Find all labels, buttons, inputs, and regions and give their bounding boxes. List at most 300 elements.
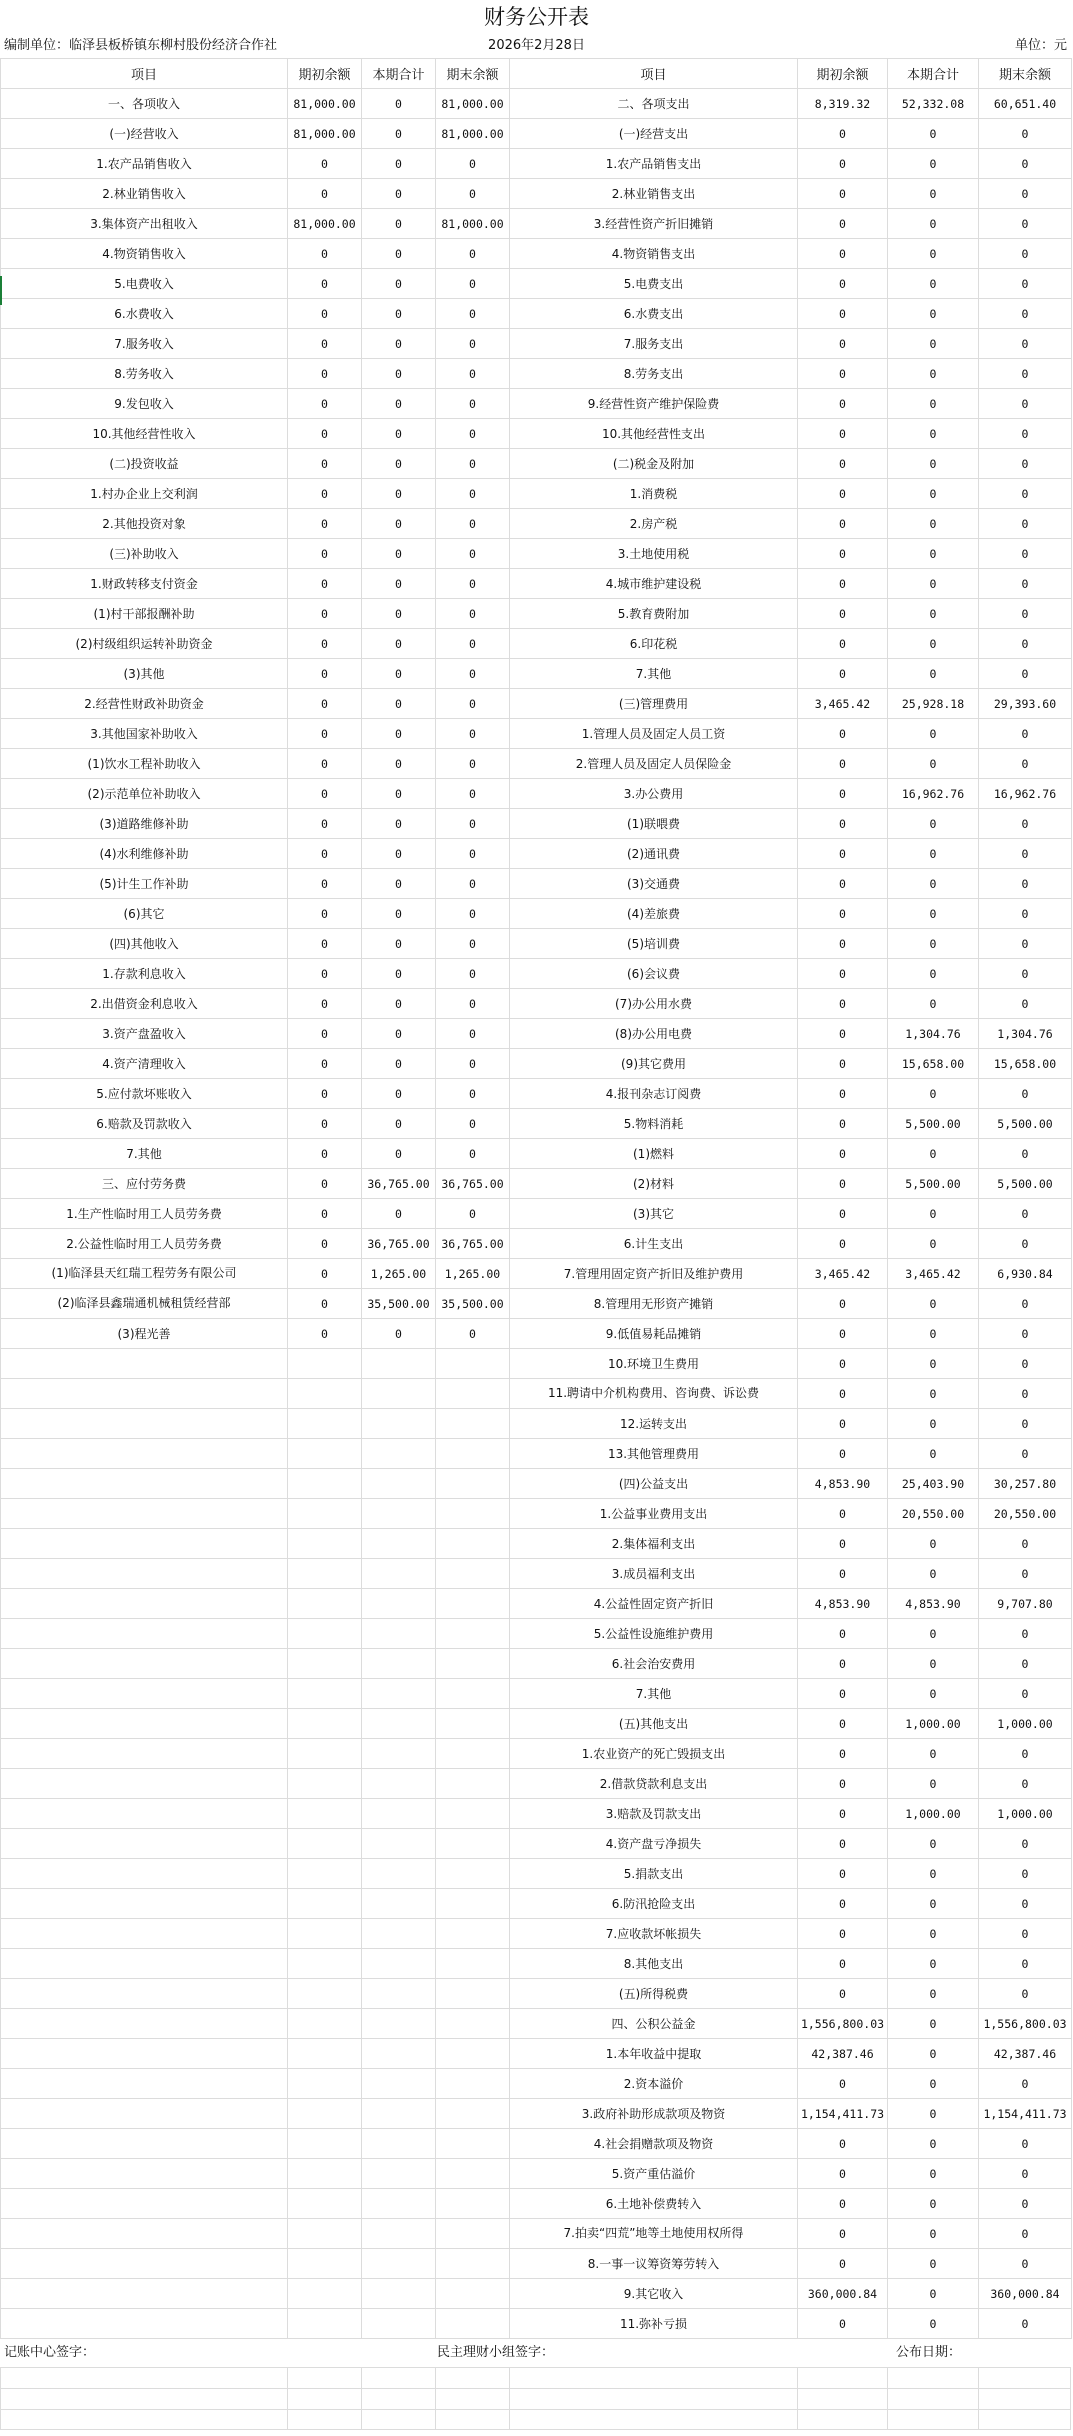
amount-cell[interactable]: 0 — [362, 299, 436, 329]
amount-cell[interactable]: 0 — [979, 1889, 1072, 1919]
amount-cell[interactable]: 0 — [288, 359, 362, 389]
column-header[interactable]: 期初余额 — [798, 59, 888, 89]
item-cell[interactable]: 8.其他支出 — [510, 1949, 798, 1979]
amount-cell[interactable]: 0 — [888, 419, 979, 449]
amount-cell[interactable]: 0 — [888, 1949, 979, 1979]
item-cell[interactable]: (四)其他收入 — [1, 929, 288, 959]
amount-cell[interactable]: 0 — [888, 1649, 979, 1679]
item-cell[interactable] — [1, 1769, 288, 1799]
amount-cell[interactable] — [436, 2099, 510, 2129]
amount-cell[interactable]: 0 — [288, 1169, 362, 1199]
amount-cell[interactable] — [436, 1979, 510, 2009]
amount-cell[interactable] — [362, 1709, 436, 1739]
amount-cell[interactable]: 0 — [362, 269, 436, 299]
item-cell[interactable]: 7.服务支出 — [510, 329, 798, 359]
item-cell[interactable]: 8.一事一议筹资筹劳转入 — [510, 2249, 798, 2279]
amount-cell[interactable] — [362, 2309, 436, 2339]
item-cell[interactable]: 12.运转支出 — [510, 1409, 798, 1439]
amount-cell[interactable]: 0 — [436, 1109, 510, 1139]
amount-cell[interactable]: 81,000.00 — [288, 209, 362, 239]
amount-cell[interactable]: 0 — [888, 2309, 979, 2339]
amount-cell[interactable]: 0 — [798, 329, 888, 359]
amount-cell[interactable] — [436, 2129, 510, 2159]
amount-cell[interactable] — [362, 1379, 436, 1409]
amount-cell[interactable]: 0 — [888, 1529, 979, 1559]
amount-cell[interactable]: 0 — [288, 929, 362, 959]
item-cell[interactable]: 2.房产税 — [510, 509, 798, 539]
amount-cell[interactable]: 20,550.00 — [888, 1499, 979, 1529]
amount-cell[interactable]: 16,962.76 — [888, 779, 979, 809]
amount-cell[interactable]: 0 — [888, 659, 979, 689]
amount-cell[interactable] — [288, 1799, 362, 1829]
amount-cell[interactable] — [288, 2219, 362, 2249]
amount-cell[interactable]: 0 — [798, 1379, 888, 1409]
item-cell[interactable]: 5.电费支出 — [510, 269, 798, 299]
item-cell[interactable]: 1.财政转移支付资金 — [1, 569, 288, 599]
amount-cell[interactable]: 81,000.00 — [436, 119, 510, 149]
amount-cell[interactable]: 0 — [798, 539, 888, 569]
amount-cell[interactable]: 0 — [798, 1319, 888, 1349]
amount-cell[interactable]: 0 — [798, 1019, 888, 1049]
amount-cell[interactable]: 0 — [288, 449, 362, 479]
item-cell[interactable]: (6)会议费 — [510, 959, 798, 989]
amount-cell[interactable]: 0 — [288, 269, 362, 299]
amount-cell[interactable] — [362, 2159, 436, 2189]
item-cell[interactable]: 4.物资销售收入 — [1, 239, 288, 269]
amount-cell[interactable]: 3,465.42 — [798, 1259, 888, 1289]
amount-cell[interactable]: 0 — [798, 719, 888, 749]
amount-cell[interactable]: 0 — [362, 359, 436, 389]
column-header[interactable]: 期初余额 — [288, 59, 362, 89]
amount-cell[interactable] — [288, 1949, 362, 1979]
amount-cell[interactable]: 0 — [798, 1709, 888, 1739]
amount-cell[interactable]: 0 — [436, 1019, 510, 1049]
item-cell[interactable]: 10.其他经营性支出 — [510, 419, 798, 449]
amount-cell[interactable]: 0 — [888, 239, 979, 269]
amount-cell[interactable]: 0 — [888, 1409, 979, 1439]
item-cell[interactable]: 4.公益性固定资产折旧 — [510, 1589, 798, 1619]
item-cell[interactable] — [1, 2249, 288, 2279]
amount-cell[interactable]: 0 — [798, 1289, 888, 1319]
amount-cell[interactable]: 0 — [798, 509, 888, 539]
amount-cell[interactable]: 0 — [362, 959, 436, 989]
amount-cell[interactable]: 5,500.00 — [888, 1109, 979, 1139]
amount-cell[interactable]: 0 — [798, 779, 888, 809]
amount-cell[interactable]: 0 — [798, 1199, 888, 1229]
item-cell[interactable] — [1, 1469, 288, 1499]
amount-cell[interactable]: 0 — [362, 1049, 436, 1079]
amount-cell[interactable]: 0 — [979, 1409, 1072, 1439]
amount-cell[interactable]: 0 — [888, 959, 979, 989]
amount-cell[interactable]: 0 — [888, 1889, 979, 1919]
amount-cell[interactable]: 0 — [979, 299, 1072, 329]
amount-cell[interactable]: 0 — [362, 539, 436, 569]
amount-cell[interactable] — [288, 1739, 362, 1769]
amount-cell[interactable] — [362, 2189, 436, 2219]
amount-cell[interactable]: 0 — [288, 1049, 362, 1079]
amount-cell[interactable]: 0 — [979, 509, 1072, 539]
amount-cell[interactable]: 0 — [888, 509, 979, 539]
amount-cell[interactable]: 0 — [979, 989, 1072, 1019]
amount-cell[interactable]: 1,000.00 — [888, 1709, 979, 1739]
amount-cell[interactable]: 0 — [362, 239, 436, 269]
amount-cell[interactable]: 0 — [798, 1079, 888, 1109]
amount-cell[interactable] — [362, 1859, 436, 1889]
column-header[interactable]: 本期合计 — [362, 59, 436, 89]
item-cell[interactable]: 三、应付劳务费 — [1, 1169, 288, 1199]
item-cell[interactable]: 9.低值易耗品摊销 — [510, 1319, 798, 1349]
amount-cell[interactable]: 0 — [288, 689, 362, 719]
amount-cell[interactable]: 0 — [362, 149, 436, 179]
item-cell[interactable]: (四)公益支出 — [510, 1469, 798, 1499]
amount-cell[interactable]: 0 — [798, 749, 888, 779]
item-cell[interactable]: 5.应付款坏账收入 — [1, 1079, 288, 1109]
item-cell[interactable]: 3.经营性资产折旧摊销 — [510, 209, 798, 239]
item-cell[interactable]: 2.林业销售收入 — [1, 179, 288, 209]
amount-cell[interactable] — [436, 1859, 510, 1889]
item-cell[interactable]: 1.农业资产的死亡毁损支出 — [510, 1739, 798, 1769]
amount-cell[interactable]: 0 — [979, 629, 1072, 659]
amount-cell[interactable] — [362, 1949, 436, 1979]
item-cell[interactable]: 2.借款贷款利息支出 — [510, 1769, 798, 1799]
amount-cell[interactable]: 0 — [798, 1889, 888, 1919]
amount-cell[interactable]: 0 — [888, 1349, 979, 1379]
amount-cell[interactable]: 0 — [798, 389, 888, 419]
amount-cell[interactable]: 0 — [436, 569, 510, 599]
item-cell[interactable]: 1.村办企业上交利润 — [1, 479, 288, 509]
amount-cell[interactable]: 0 — [798, 479, 888, 509]
amount-cell[interactable]: 0 — [888, 2099, 979, 2129]
item-cell[interactable]: 11.聘请中介机构费用、咨询费、诉讼费 — [510, 1379, 798, 1409]
amount-cell[interactable]: 1,265.00 — [436, 1259, 510, 1289]
amount-cell[interactable]: 0 — [888, 149, 979, 179]
amount-cell[interactable]: 0 — [888, 1079, 979, 1109]
item-cell[interactable]: (3)程光善 — [1, 1319, 288, 1349]
amount-cell[interactable]: 0 — [288, 1259, 362, 1289]
amount-cell[interactable]: 0 — [798, 1619, 888, 1649]
amount-cell[interactable]: 0 — [888, 209, 979, 239]
amount-cell[interactable] — [436, 1529, 510, 1559]
amount-cell[interactable]: 0 — [798, 359, 888, 389]
amount-cell[interactable]: 1,000.00 — [979, 1709, 1072, 1739]
amount-cell[interactable]: 0 — [979, 209, 1072, 239]
amount-cell[interactable]: 0 — [979, 929, 1072, 959]
item-cell[interactable]: 1.农产品销售支出 — [510, 149, 798, 179]
amount-cell[interactable]: 0 — [888, 1319, 979, 1349]
amount-cell[interactable]: 25,928.18 — [888, 689, 979, 719]
amount-cell[interactable]: 0 — [288, 1199, 362, 1229]
amount-cell[interactable]: 0 — [888, 1139, 979, 1169]
item-cell[interactable] — [1, 1889, 288, 1919]
item-cell[interactable]: (2)通讯费 — [510, 839, 798, 869]
item-cell[interactable] — [1, 1799, 288, 1829]
amount-cell[interactable] — [288, 2159, 362, 2189]
amount-cell[interactable] — [362, 1619, 436, 1649]
amount-cell[interactable] — [288, 2249, 362, 2279]
amount-cell[interactable]: 0 — [888, 599, 979, 629]
amount-cell[interactable]: 0 — [979, 1319, 1072, 1349]
amount-cell[interactable]: 0 — [798, 269, 888, 299]
amount-cell[interactable]: 81,000.00 — [288, 119, 362, 149]
amount-cell[interactable] — [288, 2039, 362, 2069]
item-cell[interactable]: 1.存款利息收入 — [1, 959, 288, 989]
amount-cell[interactable]: 0 — [798, 1799, 888, 1829]
item-cell[interactable]: 9.其它收入 — [510, 2279, 798, 2309]
amount-cell[interactable]: 0 — [888, 2039, 979, 2069]
amount-cell[interactable]: 0 — [798, 1349, 888, 1379]
amount-cell[interactable]: 0 — [888, 269, 979, 299]
amount-cell[interactable]: 0 — [888, 1979, 979, 2009]
amount-cell[interactable] — [362, 1589, 436, 1619]
item-cell[interactable] — [1, 2309, 288, 2339]
amount-cell[interactable]: 0 — [979, 2249, 1072, 2279]
item-cell[interactable]: 7.应收款坏帐损失 — [510, 1919, 798, 1949]
amount-cell[interactable]: 0 — [979, 869, 1072, 899]
amount-cell[interactable] — [288, 1439, 362, 1469]
amount-cell[interactable] — [436, 1949, 510, 1979]
amount-cell[interactable] — [288, 2279, 362, 2309]
amount-cell[interactable]: 0 — [798, 419, 888, 449]
item-cell[interactable]: 2.经营性财政补助资金 — [1, 689, 288, 719]
amount-cell[interactable]: 0 — [888, 2069, 979, 2099]
amount-cell[interactable]: 0 — [288, 299, 362, 329]
amount-cell[interactable]: 0 — [436, 269, 510, 299]
item-cell[interactable]: 2.资本溢价 — [510, 2069, 798, 2099]
amount-cell[interactable]: 0 — [888, 899, 979, 929]
amount-cell[interactable]: 0 — [362, 509, 436, 539]
amount-cell[interactable] — [288, 1469, 362, 1499]
amount-cell[interactable]: 0 — [798, 149, 888, 179]
amount-cell[interactable]: 0 — [979, 1619, 1072, 1649]
amount-cell[interactable]: 4,853.90 — [888, 1589, 979, 1619]
amount-cell[interactable]: 0 — [362, 779, 436, 809]
item-cell[interactable]: (二)税金及附加 — [510, 449, 798, 479]
amount-cell[interactable]: 0 — [436, 149, 510, 179]
amount-cell[interactable] — [436, 1709, 510, 1739]
amount-cell[interactable]: 0 — [288, 719, 362, 749]
amount-cell[interactable] — [436, 2039, 510, 2069]
amount-cell[interactable]: 0 — [888, 2159, 979, 2189]
amount-cell[interactable] — [362, 2249, 436, 2279]
item-cell[interactable]: 3.办公费用 — [510, 779, 798, 809]
item-cell[interactable]: 一、各项收入 — [1, 89, 288, 119]
amount-cell[interactable]: 0 — [979, 569, 1072, 599]
amount-cell[interactable]: 0 — [979, 1529, 1072, 1559]
amount-cell[interactable]: 0 — [979, 329, 1072, 359]
amount-cell[interactable]: 0 — [436, 1199, 510, 1229]
amount-cell[interactable]: 0 — [288, 629, 362, 659]
item-cell[interactable]: 6.水费收入 — [1, 299, 288, 329]
item-cell[interactable]: 2.集体福利支出 — [510, 1529, 798, 1559]
amount-cell[interactable]: 0 — [362, 419, 436, 449]
amount-cell[interactable]: 0 — [798, 1409, 888, 1439]
amount-cell[interactable]: 0 — [798, 239, 888, 269]
amount-cell[interactable]: 0 — [288, 1019, 362, 1049]
item-cell[interactable]: (1)联喂费 — [510, 809, 798, 839]
amount-cell[interactable]: 0 — [798, 209, 888, 239]
amount-cell[interactable]: 0 — [888, 1739, 979, 1769]
item-cell[interactable]: 8.劳务收入 — [1, 359, 288, 389]
amount-cell[interactable]: 0 — [436, 299, 510, 329]
item-cell[interactable]: (3)其它 — [510, 1199, 798, 1229]
amount-cell[interactable]: 81,000.00 — [288, 89, 362, 119]
item-cell[interactable]: 10.其他经营性收入 — [1, 419, 288, 449]
amount-cell[interactable] — [436, 2069, 510, 2099]
amount-cell[interactable]: 0 — [362, 479, 436, 509]
item-cell[interactable]: 5.捐款支出 — [510, 1859, 798, 1889]
item-cell[interactable]: (2)材料 — [510, 1169, 798, 1199]
amount-cell[interactable]: 0 — [798, 1529, 888, 1559]
amount-cell[interactable] — [436, 1829, 510, 1859]
item-cell[interactable]: 11.弥补亏损 — [510, 2309, 798, 2339]
amount-cell[interactable]: 0 — [362, 869, 436, 899]
amount-cell[interactable] — [288, 1679, 362, 1709]
amount-cell[interactable] — [362, 1769, 436, 1799]
amount-cell[interactable]: 0 — [436, 659, 510, 689]
amount-cell[interactable]: 0 — [288, 479, 362, 509]
amount-cell[interactable]: 0 — [798, 2249, 888, 2279]
item-cell[interactable]: (4)差旅费 — [510, 899, 798, 929]
amount-cell[interactable]: 3,465.42 — [888, 1259, 979, 1289]
amount-cell[interactable] — [436, 1619, 510, 1649]
item-cell[interactable]: 7.其他 — [1, 1139, 288, 1169]
item-cell[interactable]: (2)临泽县鑫瑞通机械租赁经营部 — [1, 1289, 288, 1319]
amount-cell[interactable]: 0 — [888, 449, 979, 479]
amount-cell[interactable]: 0 — [362, 629, 436, 659]
amount-cell[interactable]: 0 — [798, 1139, 888, 1169]
amount-cell[interactable]: 0 — [979, 269, 1072, 299]
amount-cell[interactable] — [362, 1559, 436, 1589]
amount-cell[interactable]: 0 — [888, 1379, 979, 1409]
item-cell[interactable] — [1, 1679, 288, 1709]
amount-cell[interactable] — [436, 1499, 510, 1529]
amount-cell[interactable]: 0 — [979, 149, 1072, 179]
amount-cell[interactable]: 0 — [888, 1439, 979, 1469]
amount-cell[interactable]: 4,853.90 — [798, 1469, 888, 1499]
item-cell[interactable]: 6.赔款及罚款收入 — [1, 1109, 288, 1139]
item-cell[interactable]: 4.资产盘亏净损失 — [510, 1829, 798, 1859]
amount-cell[interactable]: 0 — [436, 389, 510, 419]
item-cell[interactable] — [1, 1979, 288, 2009]
column-header[interactable]: 期末余额 — [436, 59, 510, 89]
item-cell[interactable]: 1.公益事业费用支出 — [510, 1499, 798, 1529]
amount-cell[interactable] — [362, 1739, 436, 1769]
amount-cell[interactable]: 0 — [436, 1079, 510, 1109]
amount-cell[interactable]: 36,765.00 — [362, 1229, 436, 1259]
amount-cell[interactable]: 0 — [362, 599, 436, 629]
item-cell[interactable] — [1, 1559, 288, 1589]
item-cell[interactable]: (五)其他支出 — [510, 1709, 798, 1739]
item-cell[interactable] — [1, 2219, 288, 2249]
item-cell[interactable]: 9.经营性资产维护保险费 — [510, 389, 798, 419]
item-cell[interactable]: 3.成员福利支出 — [510, 1559, 798, 1589]
amount-cell[interactable]: 0 — [288, 569, 362, 599]
item-cell[interactable] — [1, 1829, 288, 1859]
item-cell[interactable]: 6.印花税 — [510, 629, 798, 659]
amount-cell[interactable]: 0 — [288, 1229, 362, 1259]
amount-cell[interactable]: 0 — [362, 1199, 436, 1229]
amount-cell[interactable]: 0 — [888, 1829, 979, 1859]
item-cell[interactable]: 1.农产品销售收入 — [1, 149, 288, 179]
amount-cell[interactable]: 0 — [288, 329, 362, 359]
amount-cell[interactable]: 0 — [362, 809, 436, 839]
amount-cell[interactable] — [288, 1709, 362, 1739]
amount-cell[interactable]: 0 — [888, 1199, 979, 1229]
item-cell[interactable]: 四、公积公益金 — [510, 2009, 798, 2039]
amount-cell[interactable]: 16,962.76 — [979, 779, 1072, 809]
item-cell[interactable]: (8)办公用电费 — [510, 1019, 798, 1049]
amount-cell[interactable]: 0 — [798, 599, 888, 629]
amount-cell[interactable] — [362, 2129, 436, 2159]
item-cell[interactable] — [1, 1739, 288, 1769]
column-header[interactable]: 项目 — [1, 59, 288, 89]
amount-cell[interactable]: 0 — [979, 1919, 1072, 1949]
amount-cell[interactable]: 0 — [436, 899, 510, 929]
amount-cell[interactable]: 0 — [436, 869, 510, 899]
amount-cell[interactable]: 3,465.42 — [798, 689, 888, 719]
item-cell[interactable]: 5.电费收入 — [1, 269, 288, 299]
amount-cell[interactable]: 0 — [979, 2219, 1072, 2249]
amount-cell[interactable] — [436, 1769, 510, 1799]
amount-cell[interactable]: 0 — [362, 719, 436, 749]
amount-cell[interactable]: 0 — [888, 2189, 979, 2219]
item-cell[interactable]: 3.土地使用税 — [510, 539, 798, 569]
item-cell[interactable]: (2)村级组织运转补助资金 — [1, 629, 288, 659]
amount-cell[interactable]: 0 — [436, 809, 510, 839]
amount-cell[interactable] — [436, 1379, 510, 1409]
amount-cell[interactable]: 0 — [979, 359, 1072, 389]
amount-cell[interactable]: 0 — [288, 1319, 362, 1349]
amount-cell[interactable] — [288, 1589, 362, 1619]
item-cell[interactable] — [1, 1949, 288, 1979]
amount-cell[interactable]: 0 — [362, 569, 436, 599]
amount-cell[interactable]: 0 — [979, 1559, 1072, 1589]
amount-cell[interactable]: 0 — [362, 839, 436, 869]
amount-cell[interactable] — [288, 1649, 362, 1679]
amount-cell[interactable]: 0 — [888, 929, 979, 959]
amount-cell[interactable]: 0 — [288, 1289, 362, 1319]
amount-cell[interactable]: 0 — [979, 2069, 1072, 2099]
item-cell[interactable]: 3.集体资产出租收入 — [1, 209, 288, 239]
item-cell[interactable]: 13.其他管理费用 — [510, 1439, 798, 1469]
item-cell[interactable]: (5)培训费 — [510, 929, 798, 959]
amount-cell[interactable] — [436, 1349, 510, 1379]
item-cell[interactable]: 8.劳务支出 — [510, 359, 798, 389]
amount-cell[interactable]: 81,000.00 — [436, 89, 510, 119]
amount-cell[interactable]: 0 — [362, 689, 436, 719]
item-cell[interactable]: 2.出借资金利息收入 — [1, 989, 288, 1019]
item-cell[interactable]: 5.公益性设施维护费用 — [510, 1619, 798, 1649]
item-cell[interactable]: 6.土地补偿费转入 — [510, 2189, 798, 2219]
amount-cell[interactable]: 0 — [888, 2249, 979, 2279]
item-cell[interactable] — [1, 2159, 288, 2189]
amount-cell[interactable] — [288, 1919, 362, 1949]
item-cell[interactable]: 4.资产清理收入 — [1, 1049, 288, 1079]
amount-cell[interactable]: 0 — [888, 629, 979, 659]
amount-cell[interactable] — [436, 2219, 510, 2249]
amount-cell[interactable]: 0 — [436, 449, 510, 479]
amount-cell[interactable]: 0 — [979, 449, 1072, 479]
amount-cell[interactable]: 0 — [362, 989, 436, 1019]
amount-cell[interactable]: 0 — [979, 1349, 1072, 1379]
amount-cell[interactable]: 0 — [436, 749, 510, 779]
amount-cell[interactable]: 0 — [362, 1139, 436, 1169]
item-cell[interactable]: 10.环境卫生费用 — [510, 1349, 798, 1379]
amount-cell[interactable] — [362, 1799, 436, 1829]
amount-cell[interactable]: 0 — [288, 599, 362, 629]
amount-cell[interactable]: 0 — [979, 1769, 1072, 1799]
item-cell[interactable]: (一)经营收入 — [1, 119, 288, 149]
